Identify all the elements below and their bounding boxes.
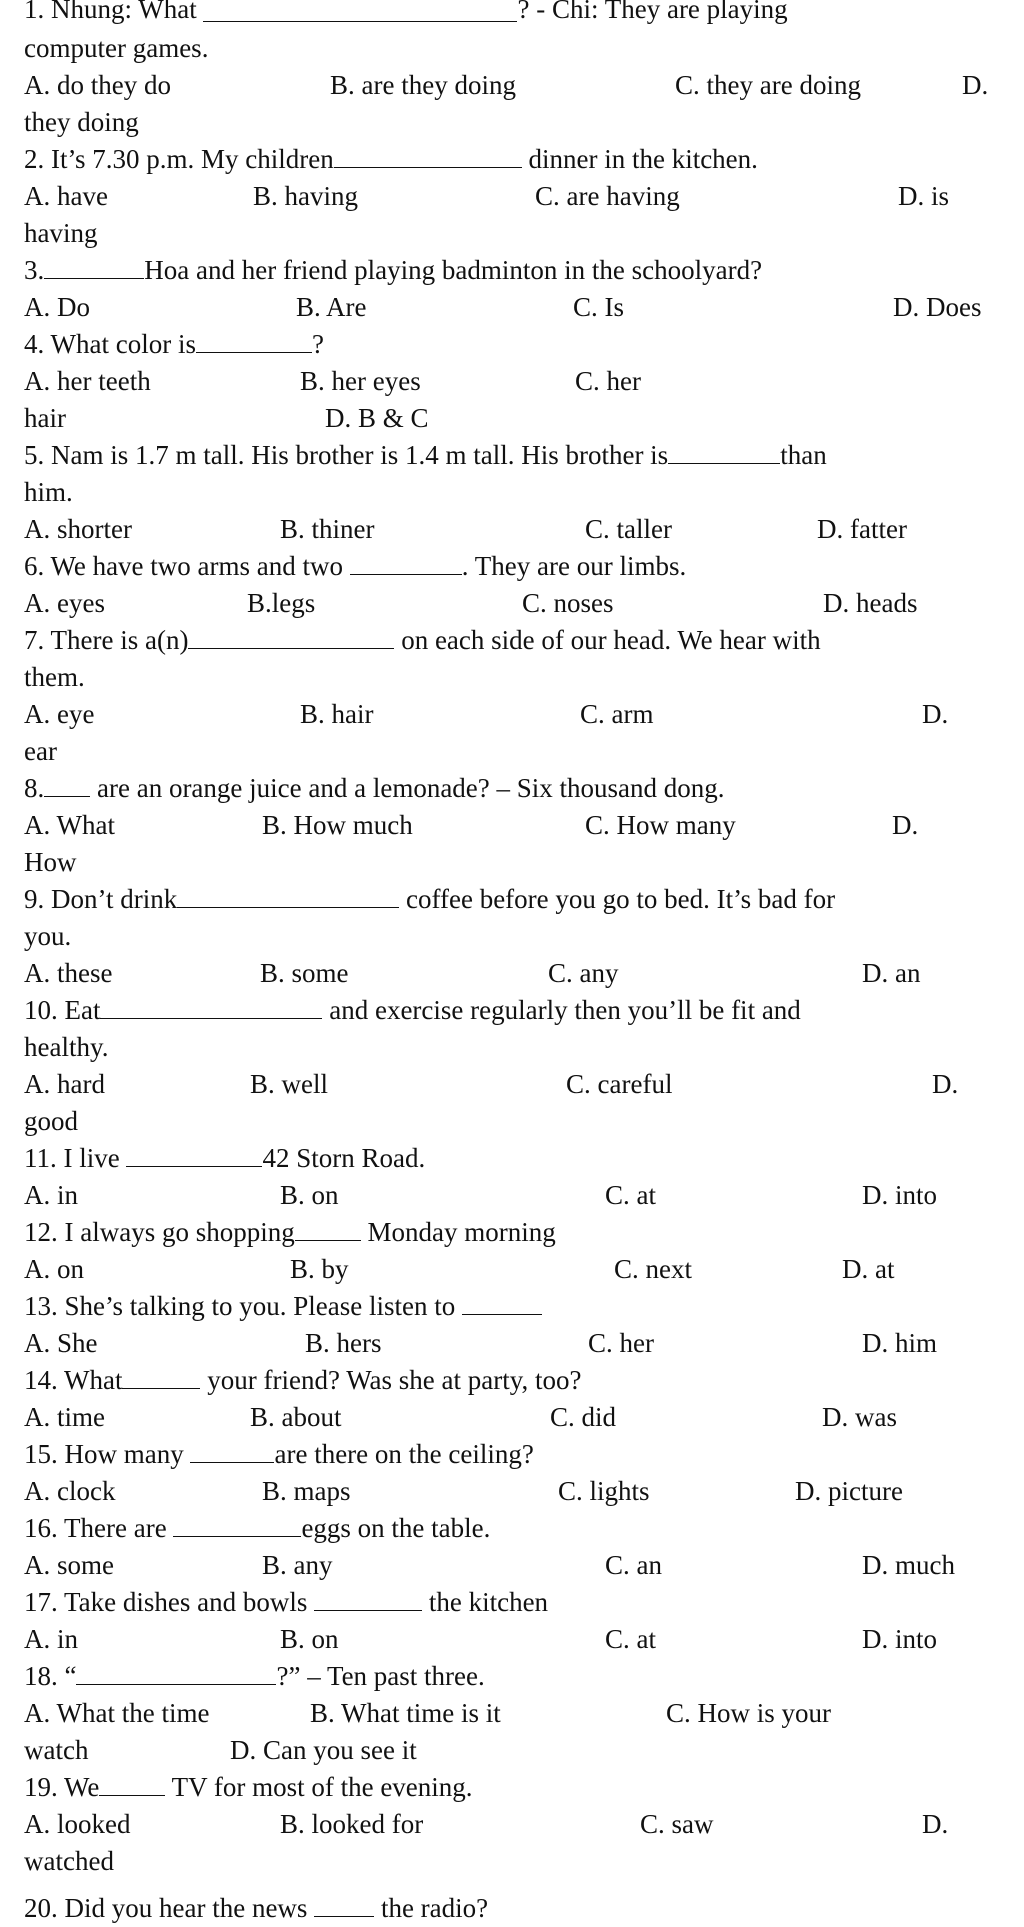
q10-prompt	[24, 992, 801, 1029]
q19-option-d-cont: watched	[24, 1846, 114, 1876]
q15-blank	[190, 1440, 274, 1463]
q7-blank	[188, 626, 394, 649]
q2-option-d-cont: having	[24, 218, 98, 248]
q3-option-a: A. Do	[24, 292, 90, 322]
q16-option-a: A. some	[24, 1550, 114, 1580]
q20-text: 20. Did you hear the news	[24, 1893, 308, 1923]
q10-text: healthy.	[24, 1032, 109, 1062]
q9-option-c: C. any	[548, 958, 619, 988]
q4-blank	[196, 330, 312, 353]
q7-option-d: D.	[922, 699, 949, 729]
q13-option-b: B. hers	[305, 1328, 382, 1358]
q18-prompt	[24, 1658, 485, 1695]
q16-text: 16. There are	[24, 1513, 167, 1543]
q18-option-c: C. How is your	[666, 1698, 832, 1728]
q15-option-d: D. picture	[795, 1476, 903, 1506]
q13-text: 13. She’s talking to you. Please listen to	[24, 1291, 456, 1321]
q12-text: 12. I always go shopping	[24, 1217, 295, 1247]
q13-option-a: A. She	[24, 1328, 98, 1358]
q14-text: your friend? Was she at party, too?	[207, 1365, 582, 1395]
q6-option-c: C. noses	[522, 588, 614, 618]
q15-option-a: A. clock	[24, 1476, 116, 1506]
q2-prompt	[24, 141, 758, 178]
q3-option-c: C. Is	[573, 292, 625, 322]
q3-blank	[44, 256, 144, 279]
q20-blank	[314, 1894, 374, 1917]
q5-text: 5. Nam is 1.7 m tall. His brother is 1.4 m tall. His brother is	[24, 440, 669, 470]
q9-prompt	[24, 881, 835, 918]
q12-option-b: B. by	[290, 1254, 349, 1284]
q5-blank	[668, 441, 780, 464]
q10-option-c: C. careful	[566, 1069, 673, 1099]
q1-option-d: D.	[962, 70, 989, 100]
q18-option-d: D. Can you see it	[230, 1735, 417, 1765]
q4-option-b: B. her eyes	[300, 366, 421, 396]
q17-option-c: C. at	[605, 1624, 656, 1654]
q10-option-d: D.	[932, 1069, 959, 1099]
q16-text: eggs on the table.	[301, 1513, 491, 1543]
q16-option-d: D. much	[862, 1550, 955, 1580]
q17-blank	[314, 1588, 422, 1611]
q7-option-a: A. eye	[24, 699, 95, 729]
q7-text: on each side of our head. We hear with	[401, 625, 821, 655]
q11-text: 42 Storn Road.	[262, 1143, 426, 1173]
q2-option-d: D. is	[898, 181, 950, 211]
q17-text: 17. Take dishes and bowls	[24, 1587, 308, 1617]
q12-option-a: A. on	[24, 1254, 84, 1284]
q19-option-b: B. looked for	[280, 1809, 424, 1839]
q4-option-c: C. her	[575, 366, 641, 396]
q12-option-c: C. next	[614, 1254, 692, 1284]
q13-option-c: C. her	[588, 1328, 654, 1358]
q11-option-a: A. in	[24, 1180, 78, 1210]
q5-option-c: C. taller	[585, 514, 672, 544]
q13-prompt	[24, 1288, 542, 1325]
q18-option-c-cont: watch	[24, 1735, 89, 1765]
q10-option-d-cont: good	[24, 1106, 78, 1136]
q8-option-d: D.	[892, 810, 919, 840]
q5-option-a: A. shorter	[24, 514, 132, 544]
q20-text: the radio?	[380, 1893, 489, 1923]
q12-prompt	[24, 1214, 556, 1251]
q6-option-b: B.legs	[247, 588, 316, 618]
q1-text: 1. Nhung: What	[24, 0, 197, 24]
q18-text: ?” – Ten past three.	[276, 1661, 485, 1691]
q2-option-b: B. having	[253, 181, 358, 211]
q19-text: TV for most of the evening.	[171, 1772, 473, 1802]
q6-text: . They are our limbs.	[461, 551, 687, 581]
q7-prompt	[24, 622, 821, 659]
q1-option-d-cont: they doing	[24, 107, 139, 137]
q8-text: 8.	[24, 773, 45, 803]
q20-prompt	[24, 1890, 488, 1927]
q1-text: computer games.	[24, 33, 209, 63]
q2-blank	[334, 145, 522, 168]
q14-option-b: B. about	[250, 1402, 342, 1432]
q14-option-d: D. was	[822, 1402, 897, 1432]
q18-blank	[76, 1662, 276, 1685]
q8-prompt	[24, 770, 725, 807]
q15-option-c: C. lights	[558, 1476, 650, 1506]
q10-blank	[100, 996, 322, 1019]
q4-option-d: D. B & C	[325, 403, 429, 433]
q4-option-c-cont: hair	[24, 403, 66, 433]
q12-option-d: D. at	[842, 1254, 895, 1284]
q8-option-a: A. What	[24, 810, 115, 840]
q5-option-d: D. fatter	[817, 514, 907, 544]
q19-option-a: A. looked	[24, 1809, 131, 1839]
q1-text: ? - Chi: They are playing	[517, 0, 788, 24]
q9-text: you.	[24, 921, 72, 951]
q11-blank	[126, 1144, 262, 1167]
q6-option-d: D. heads	[823, 588, 918, 618]
q19-text: 19. We	[24, 1772, 100, 1802]
q18-option-a: A. What the time	[24, 1698, 210, 1728]
q2-text: dinner in the kitchen.	[528, 144, 758, 174]
q5-text: him.	[24, 477, 73, 507]
q5-text: than	[780, 440, 827, 470]
q6-option-a: A. eyes	[24, 588, 105, 618]
q15-prompt	[24, 1436, 534, 1473]
q14-text: 14. What	[24, 1365, 123, 1395]
q8-blank	[44, 774, 90, 797]
q15-text: are there on the ceiling?	[274, 1439, 534, 1469]
q8-text: are an orange juice and a lemonade? – Six thousand dong.	[97, 773, 725, 803]
q17-prompt	[24, 1584, 548, 1621]
q9-option-d: D. an	[862, 958, 921, 988]
q9-text: coffee before you go to bed. It’s bad for	[406, 884, 836, 914]
q2-option-c: C. are having	[535, 181, 680, 211]
q17-option-a: A. in	[24, 1624, 78, 1654]
q8-option-b: B. How much	[262, 810, 413, 840]
q18-option-b: B. What time is it	[310, 1698, 501, 1728]
q4-text: 4. What color is	[24, 329, 196, 359]
q5-prompt	[24, 437, 827, 474]
q12-text: Monday morning	[367, 1217, 556, 1247]
q6-blank	[350, 552, 462, 575]
q3-text: 3.	[24, 255, 45, 285]
q12-blank	[295, 1218, 361, 1241]
q3-option-d: D. Does	[893, 292, 982, 322]
q14-prompt	[24, 1362, 581, 1399]
q3-option-b: B. Are	[296, 292, 367, 322]
q10-text: 10. Eat	[24, 995, 101, 1025]
q7-option-b: B. hair	[300, 699, 374, 729]
q2-option-a: A. have	[24, 181, 108, 211]
q14-option-a: A. time	[24, 1402, 105, 1432]
q1-prompt	[24, 0, 788, 28]
q7-text: 7. There is a(n)	[24, 625, 189, 655]
q2-text: 2. It’s 7.30 p.m. My children	[24, 144, 334, 174]
q18-text: 18. “	[24, 1661, 77, 1691]
q13-blank	[462, 1292, 542, 1315]
q10-text: and exercise regularly then you’ll be fit and	[329, 995, 801, 1025]
q11-text: 11. I live	[24, 1143, 120, 1173]
q4-text: ?	[311, 329, 324, 359]
q16-blank	[173, 1514, 301, 1537]
q11-option-b: B. on	[280, 1180, 339, 1210]
q1-option-c: C. they are doing	[675, 70, 861, 100]
q17-option-b: B. on	[280, 1624, 339, 1654]
q16-prompt	[24, 1510, 490, 1547]
q7-option-c: C. arm	[580, 699, 654, 729]
q6-text: 6. We have two arms and two	[24, 551, 344, 581]
q11-option-c: C. at	[605, 1180, 656, 1210]
q19-blank	[99, 1773, 165, 1796]
q16-option-c: C. an	[605, 1550, 662, 1580]
q3-text: Hoa and her friend playing badminton in the schoolyard?	[144, 255, 763, 285]
q1-option-b: B. are they doing	[330, 70, 516, 100]
q10-option-b: B. well	[250, 1069, 328, 1099]
q15-text: 15. How many	[24, 1439, 184, 1469]
q4-option-a: A. her teeth	[24, 366, 151, 396]
q11-option-d: D. into	[862, 1180, 938, 1210]
q3-prompt	[24, 252, 762, 289]
q15-option-b: B. maps	[262, 1476, 351, 1506]
q8-option-c: C. How many	[585, 810, 736, 840]
q17-text: the kitchen	[428, 1587, 549, 1617]
q9-option-b: B. some	[260, 958, 349, 988]
q19-prompt	[24, 1769, 473, 1806]
q6-prompt	[24, 548, 686, 585]
q7-option-d-cont: ear	[24, 736, 57, 766]
q5-option-b: B. thiner	[280, 514, 375, 544]
q16-option-b: B. any	[262, 1550, 333, 1580]
q14-option-c: C. did	[550, 1402, 617, 1432]
q1-option-a: A. do they do	[24, 70, 171, 100]
q7-text: them.	[24, 662, 85, 692]
q17-option-d: D. into	[862, 1624, 938, 1654]
q13-option-d: D. him	[862, 1328, 938, 1358]
q19-option-c: C. saw	[640, 1809, 714, 1839]
q9-text: 9. Don’t drink	[24, 884, 178, 914]
q19-option-d: D.	[922, 1809, 949, 1839]
q14-blank	[122, 1366, 200, 1389]
q9-blank	[177, 885, 399, 908]
q4-prompt	[24, 326, 324, 363]
q11-prompt	[24, 1140, 425, 1177]
q8-option-d-cont: How	[24, 847, 77, 877]
q9-option-a: A. these	[24, 958, 113, 988]
q10-option-a: A. hard	[24, 1069, 105, 1099]
